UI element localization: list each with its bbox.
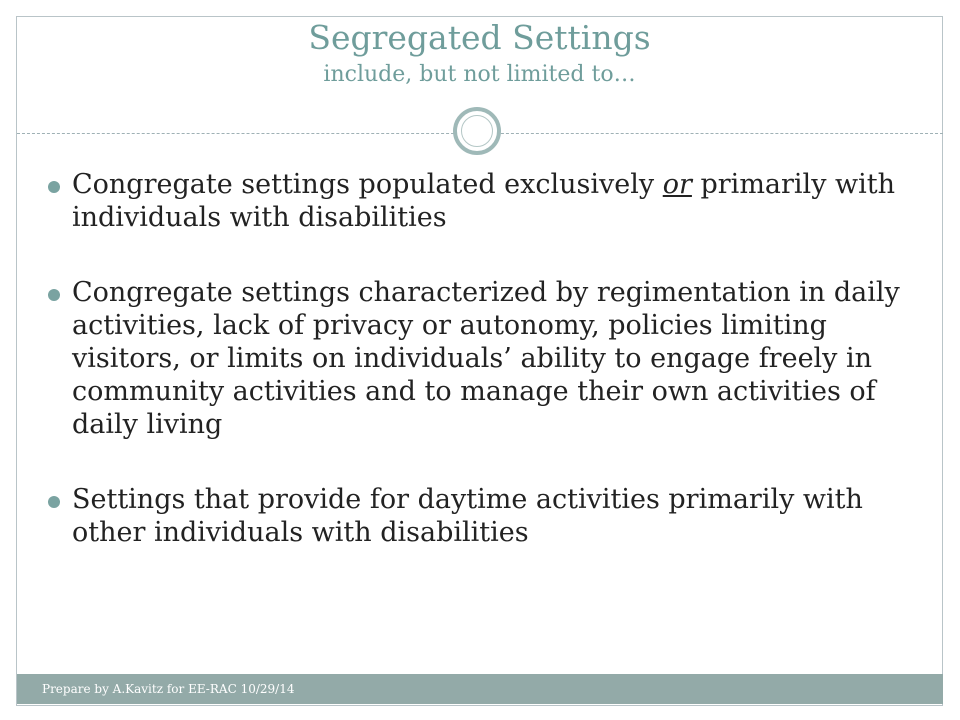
bullet-item — [48, 483, 928, 549]
bullet-list — [48, 168, 928, 591]
circle-ornament-icon — [453, 107, 501, 155]
bullet-text: Settings that provide for daytime activities primarily with other individuals with disabilities — [72, 484, 863, 548]
bullet-dot-icon — [48, 496, 60, 508]
bullet-item — [48, 276, 928, 441]
bullet-emphasis: or — [662, 169, 692, 200]
bullet-dot-icon — [48, 181, 60, 193]
bullet-text-start: Congregate settings populated exclusively — [72, 169, 663, 200]
circle-ornament-inner — [461, 115, 493, 147]
bullet-dot-icon — [48, 289, 60, 301]
bullet-text-end: primarily with individuals with disabilities — [72, 169, 896, 233]
bullet-text: Congregate settings characterized by regimentation in daily activities, lack of privacy or autonomy, policies limiting visitors, or limits on individuals’ ability to engage freely in community activities and to manage their own activities of daily living — [72, 277, 900, 440]
slide-title: Segregated Settings — [308, 18, 651, 57]
bullet-item — [48, 168, 928, 234]
footer-text: Prepare by A.Kavitz for EE-RAC 10/29/14 — [42, 682, 295, 696]
slide-subtitle: include, but not limited to… — [323, 62, 636, 87]
